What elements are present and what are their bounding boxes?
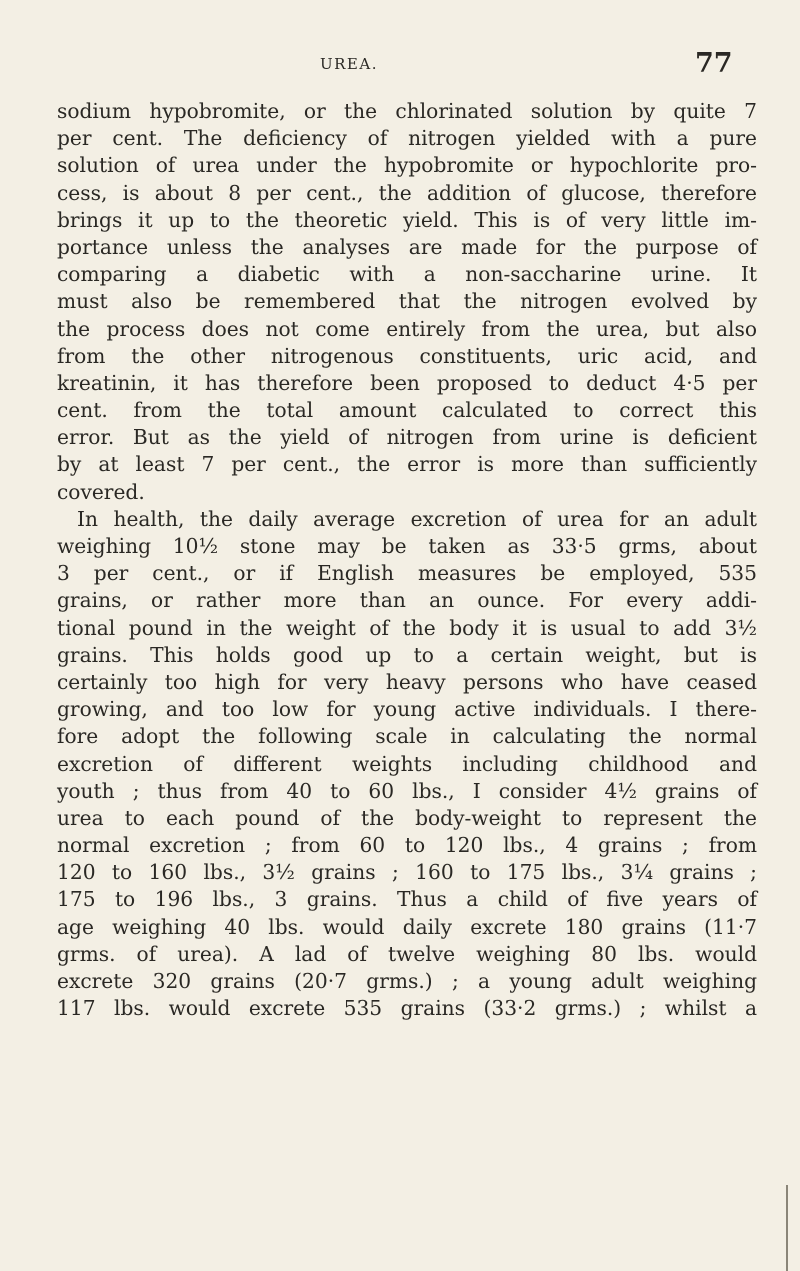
text-line: cent. from the total amount calculated to correct this xyxy=(57,398,757,423)
text-line: error. But as the yield of nitrogen from urine is deficient xyxy=(57,425,757,450)
text-line: fore adopt the following scale in calculating the normal xyxy=(57,724,757,749)
text-line: age weighing 40 lbs. would daily excrete 180 grains (11·7 xyxy=(57,914,757,939)
page-number: 77 xyxy=(695,48,733,79)
text-line: by at least 7 per cent., the error is more than sufficiently xyxy=(57,452,757,477)
text-line: 3 per cent., or if English measures be employed, 535 xyxy=(57,561,757,586)
text-line: urea to each pound of the body-weight to represent the xyxy=(57,805,757,830)
text-line: portance unless the analyses are made for the purpose of xyxy=(57,234,757,259)
text-line: excretion of different weights including childhood and xyxy=(57,751,757,776)
text-line: excrete 320 grains (20·7 grms.) ; a young adult weighing xyxy=(57,969,757,993)
running-title: UREA. xyxy=(320,55,378,73)
text-line: must also be remembered that the nitrogen evolved by xyxy=(57,289,757,314)
text-line: grms. of urea). A lad of twelve weighing 80 lbs. would xyxy=(57,941,757,966)
text-line: youth ; thus from 40 to 60 lbs., I consider 4½ grains of xyxy=(57,778,757,803)
text-line: tional pound in the weight of the body it is usual to add 3½ xyxy=(57,615,757,640)
text-line: grains. This holds good up to a certain weight, but is xyxy=(57,642,757,667)
text-line: 175 to 196 lbs., 3 grains. Thus a child of five years of xyxy=(57,887,757,912)
body-text xyxy=(57,98,757,1022)
text-line: certainly too high for very heavy persons who have ceased xyxy=(57,669,757,694)
text-line: comparing a diabetic with a non-saccharine urine. It xyxy=(57,262,757,287)
text-line: 120 to 160 lbs., 3½ grains ; 160 to 175 lbs., 3¼ grains ; xyxy=(57,860,757,885)
text-line: grains, or rather more than an ounce. For every addi- xyxy=(57,588,757,613)
text-line: kreatinin, it has therefore been proposed to deduct 4·5 per xyxy=(57,370,757,395)
text-line: normal excretion ; from 60 to 120 lbs., 4 grains ; from xyxy=(57,833,757,858)
text-line: from the other nitrogenous constituents, uric acid, and xyxy=(57,343,757,368)
running-head xyxy=(0,48,800,78)
text-line: weighing 10½ stone may be taken as 33·5 grms, about xyxy=(57,534,757,558)
text-line: the process does not come entirely from the urea, but also xyxy=(57,316,757,341)
text-line: brings it up to the theoretic yield. This is of very little im- xyxy=(57,207,757,232)
text-line: covered. xyxy=(57,479,145,504)
text-line: sodium hypobromite, or the chlorinated solution by quite 7 xyxy=(57,99,757,123)
text-line: 117 lbs. would excrete 535 grains (33·2 grms.) ; whilst a xyxy=(57,996,757,1021)
paragraph-first-line: In health, the daily average excretion of urea for an adult xyxy=(77,506,757,531)
text-line: growing, and too low for young active individuals. I there- xyxy=(57,697,757,722)
text-line: cess, is about 8 per cent., the addition of glucose, therefore xyxy=(57,180,757,205)
page-edge-mark xyxy=(786,1185,788,1271)
text-line: solution of urea under the hypobromite or hypochlorite pro- xyxy=(57,153,757,178)
text-line: per cent. The deficiency of nitrogen yielded with a pure xyxy=(57,126,757,151)
